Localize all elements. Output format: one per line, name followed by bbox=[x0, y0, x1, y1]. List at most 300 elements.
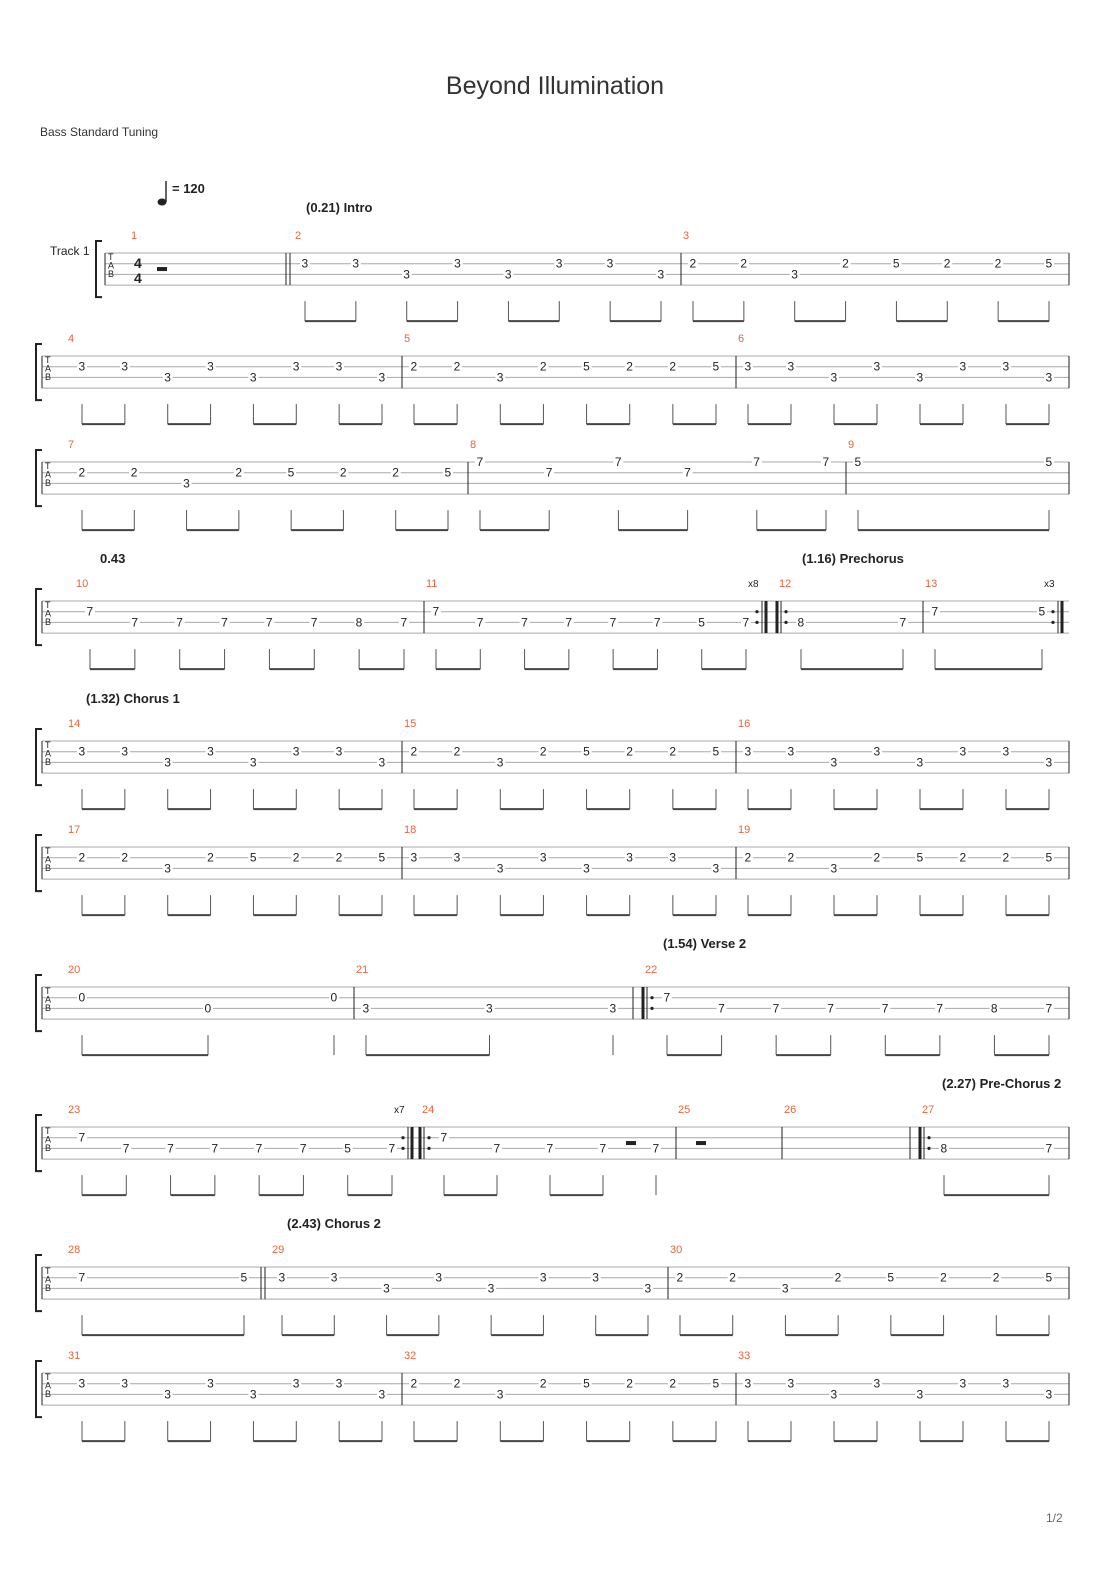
fret-number: 3 bbox=[787, 744, 795, 759]
fret-number: 5 bbox=[712, 1376, 720, 1391]
tab-clef-letter: A bbox=[45, 1274, 52, 1285]
fret-number: 7 bbox=[211, 1141, 219, 1156]
fret-number: 8 bbox=[940, 1141, 948, 1156]
fret-number: 3 bbox=[959, 1376, 967, 1391]
measure-number: 12 bbox=[779, 578, 792, 590]
measure-number: 14 bbox=[68, 718, 81, 730]
fret-number: 5 bbox=[1045, 256, 1053, 271]
fret-number: 7 bbox=[221, 615, 228, 630]
fret-number: 7 bbox=[822, 455, 830, 469]
fret-number: 2 bbox=[626, 359, 633, 374]
tab-clef-letter: A bbox=[45, 1134, 52, 1145]
section-label: (2.27) Pre-Chorus 2 bbox=[942, 1076, 1062, 1091]
fret-number: 7 bbox=[545, 465, 553, 480]
fret-number: 3 bbox=[504, 267, 512, 282]
fret-number: 3 bbox=[830, 370, 838, 385]
fret-number: 3 bbox=[496, 1387, 504, 1402]
fret-number: 2 bbox=[392, 465, 399, 480]
fret-number: 8 bbox=[990, 1001, 998, 1016]
repeat-dot bbox=[784, 610, 787, 613]
system-bracket bbox=[36, 729, 42, 785]
fret-number: 2 bbox=[994, 256, 1002, 271]
system-bracket bbox=[36, 1361, 42, 1417]
fret-number: 3 bbox=[781, 1281, 789, 1296]
fret-number: 3 bbox=[916, 370, 924, 385]
fret-number: 7 bbox=[899, 615, 907, 630]
fret-number: 7 bbox=[167, 1141, 174, 1156]
fret-number: 3 bbox=[249, 370, 257, 385]
measure-number: 18 bbox=[404, 824, 417, 836]
fret-number: 2 bbox=[539, 1376, 547, 1391]
fret-number: 3 bbox=[383, 1281, 390, 1296]
fret-number: 2 bbox=[539, 744, 547, 759]
fret-number: 3 bbox=[626, 850, 633, 865]
fret-number: 2 bbox=[744, 850, 752, 865]
fret-number: 5 bbox=[892, 256, 900, 271]
track-label: Track 1 bbox=[50, 244, 90, 258]
song-title: Beyond Illumination bbox=[445, 72, 665, 100]
fret-number: 7 bbox=[565, 615, 573, 630]
tab-clef-letter: A bbox=[45, 608, 52, 619]
system-bracket bbox=[36, 589, 42, 645]
fret-number: 3 bbox=[496, 755, 504, 770]
tab-clef-letter: A bbox=[45, 748, 52, 759]
fret-number: 2 bbox=[453, 359, 461, 374]
fret-number: 2 bbox=[740, 256, 748, 271]
fret-number: 2 bbox=[842, 256, 849, 271]
fret-number: 3 bbox=[292, 744, 300, 759]
fret-number: 2 bbox=[940, 1270, 947, 1285]
fret-number: 2 bbox=[729, 1270, 736, 1285]
tab-clef-letter: T bbox=[108, 252, 114, 262]
repeat-dot bbox=[401, 1136, 404, 1139]
measure-number: 28 bbox=[68, 1244, 81, 1256]
fret-number: 3 bbox=[454, 256, 461, 271]
tab-clef-letter: A bbox=[45, 363, 52, 374]
fret-number: 7 bbox=[299, 1141, 307, 1156]
fret-number: 7 bbox=[432, 604, 440, 619]
fret-number: 3 bbox=[121, 744, 129, 759]
fret-number: 2 bbox=[410, 359, 418, 374]
fret-number: 5 bbox=[712, 744, 720, 759]
fret-number: 7 bbox=[122, 1141, 130, 1156]
fret-number: 5 bbox=[249, 850, 257, 865]
fret-number: 3 bbox=[335, 744, 343, 759]
fret-number: 3 bbox=[207, 1376, 214, 1391]
fret-number: 7 bbox=[609, 615, 617, 630]
fret-number: 3 bbox=[121, 359, 129, 374]
fret-number: 2 bbox=[78, 465, 86, 480]
fret-number: 3 bbox=[830, 755, 838, 770]
fret-number: 3 bbox=[403, 267, 410, 282]
measure-number: 6 bbox=[738, 333, 745, 345]
fret-number: 3 bbox=[278, 1270, 286, 1285]
tuning-label: Bass Standard Tuning bbox=[40, 125, 159, 139]
fret-number: 7 bbox=[476, 615, 484, 630]
fret-number: 3 bbox=[787, 359, 795, 374]
system-bracket bbox=[36, 1255, 42, 1311]
repeat-count: x7 bbox=[394, 1105, 405, 1116]
measure-number: 29 bbox=[272, 1244, 285, 1256]
measure-number: 33 bbox=[738, 1350, 751, 1362]
tab-clef-letter: A bbox=[45, 854, 52, 865]
fret-number: 7 bbox=[936, 1001, 944, 1016]
fret-number: 3 bbox=[207, 359, 214, 374]
fret-number: 3 bbox=[830, 861, 838, 876]
measure-number: 25 bbox=[678, 1104, 691, 1116]
fret-number: 7 bbox=[310, 615, 318, 630]
measure-number: 10 bbox=[76, 578, 89, 590]
fret-number: 3 bbox=[1002, 1376, 1010, 1391]
fret-number: 3 bbox=[873, 744, 881, 759]
tempo-marking: = 120 bbox=[172, 181, 205, 196]
fret-number: 3 bbox=[657, 267, 665, 282]
measure-number: 7 bbox=[68, 439, 75, 451]
fret-number: 3 bbox=[592, 1270, 599, 1285]
fret-number: 3 bbox=[669, 850, 677, 865]
measure-number: 3 bbox=[683, 230, 690, 242]
measure-number: 16 bbox=[738, 718, 751, 730]
fret-number: 7 bbox=[1045, 1001, 1053, 1016]
fret-number: 3 bbox=[959, 359, 967, 374]
fret-number: 3 bbox=[78, 359, 86, 374]
half-rest bbox=[626, 1141, 636, 1145]
repeat-dot bbox=[427, 1136, 430, 1139]
fret-number: 7 bbox=[493, 1141, 501, 1156]
repeat-dot bbox=[755, 621, 758, 624]
fret-number: 2 bbox=[787, 850, 795, 865]
measure-number: 30 bbox=[670, 1244, 683, 1256]
fret-number: 2 bbox=[78, 850, 86, 865]
fret-number: 3 bbox=[453, 850, 461, 865]
fret-number: 2 bbox=[235, 465, 243, 480]
time-signature-top: 4 bbox=[134, 255, 142, 271]
system-bracket bbox=[36, 344, 42, 400]
fret-number: 7 bbox=[78, 1130, 86, 1145]
fret-number: 0 bbox=[330, 990, 338, 1005]
fret-number: 5 bbox=[1045, 850, 1053, 865]
fret-number: 7 bbox=[388, 1141, 396, 1156]
tab-clef-letter: B bbox=[45, 1283, 52, 1293]
fret-number: 5 bbox=[444, 465, 452, 480]
fret-number: 5 bbox=[583, 359, 590, 374]
tab-clef-letter: B bbox=[45, 478, 52, 488]
fret-number: 2 bbox=[292, 850, 300, 865]
measure-number: 15 bbox=[404, 718, 417, 730]
measure-number: 26 bbox=[784, 1104, 797, 1116]
fret-number: 3 bbox=[378, 755, 386, 770]
system-bracket bbox=[36, 450, 42, 506]
tab-clef-letter: T bbox=[45, 846, 51, 856]
fret-number: 2 bbox=[453, 744, 461, 759]
fret-number: 2 bbox=[207, 850, 214, 865]
fret-number: 3 bbox=[1045, 370, 1053, 385]
fret-number: 3 bbox=[410, 850, 418, 865]
fret-number: 5 bbox=[1045, 1270, 1053, 1285]
fret-number: 3 bbox=[791, 267, 798, 282]
fret-number: 3 bbox=[378, 370, 386, 385]
fret-number: 7 bbox=[176, 615, 183, 630]
fret-number: 3 bbox=[916, 755, 924, 770]
fret-number: 2 bbox=[626, 1376, 633, 1391]
measure-number: 24 bbox=[422, 1104, 435, 1116]
fret-number: 3 bbox=[335, 359, 343, 374]
tab-clef-letter: A bbox=[45, 469, 52, 480]
fret-number: 3 bbox=[164, 755, 171, 770]
fret-number: 3 bbox=[873, 359, 881, 374]
repeat-count: x8 bbox=[748, 579, 759, 590]
fret-number: 3 bbox=[435, 1270, 443, 1285]
measure-number: 13 bbox=[925, 578, 938, 590]
measure-number: 1 bbox=[131, 230, 138, 242]
tab-clef-letter: T bbox=[45, 1372, 51, 1382]
measure-number: 20 bbox=[68, 964, 81, 976]
fret-number: 5 bbox=[378, 850, 386, 865]
fret-number: 3 bbox=[712, 861, 720, 876]
fret-number: 7 bbox=[265, 615, 273, 630]
measure-number: 8 bbox=[470, 439, 477, 451]
fret-number: 2 bbox=[453, 1376, 461, 1391]
fret-number: 3 bbox=[164, 861, 171, 876]
system-bracket bbox=[36, 975, 42, 1031]
half-rest bbox=[696, 1141, 706, 1145]
system-bracket bbox=[36, 1115, 42, 1171]
section-label: (2.43) Chorus 2 bbox=[287, 1216, 381, 1231]
fret-number: 3 bbox=[744, 744, 752, 759]
repeat-dot bbox=[755, 610, 758, 613]
fret-number: 5 bbox=[1038, 604, 1046, 619]
fret-number: 2 bbox=[130, 465, 138, 480]
quarter-note-icon bbox=[158, 199, 167, 206]
measure-number: 22 bbox=[645, 964, 658, 976]
repeat-dot bbox=[650, 996, 653, 999]
fret-number: 7 bbox=[546, 1141, 554, 1156]
fret-number: 3 bbox=[606, 256, 614, 271]
fret-number: 0 bbox=[78, 990, 86, 1005]
fret-number: 7 bbox=[255, 1141, 263, 1156]
fret-number: 5 bbox=[887, 1270, 895, 1285]
measure-number: 23 bbox=[68, 1104, 81, 1116]
measure-number: 11 bbox=[426, 578, 438, 590]
fret-number: 3 bbox=[249, 1387, 257, 1402]
section-label: (1.54) Verse 2 bbox=[663, 936, 747, 951]
fret-number: 5 bbox=[583, 1376, 590, 1391]
fret-number: 3 bbox=[555, 256, 563, 271]
measure-number: 17 bbox=[68, 824, 81, 836]
tab-clef-letter: B bbox=[45, 757, 52, 767]
fret-number: 3 bbox=[207, 744, 214, 759]
fret-number: 2 bbox=[1002, 850, 1010, 865]
tab-clef-letter: B bbox=[45, 617, 52, 627]
fret-number: 5 bbox=[854, 455, 862, 469]
tab-clef-letter: B bbox=[45, 863, 52, 873]
fret-number: 7 bbox=[718, 1001, 725, 1016]
tab-clef-letter: B bbox=[45, 1143, 52, 1153]
measure-number: 32 bbox=[404, 1350, 417, 1362]
fret-number: 2 bbox=[689, 256, 697, 271]
tab-clef-letter: T bbox=[45, 740, 51, 750]
fret-number: 3 bbox=[487, 1281, 495, 1296]
fret-number: 3 bbox=[164, 370, 171, 385]
fret-number: 5 bbox=[916, 850, 924, 865]
tab-clef-letter: T bbox=[45, 1126, 51, 1136]
fret-number: 0 bbox=[204, 1001, 212, 1016]
fret-number: 5 bbox=[583, 744, 590, 759]
measure-number: 19 bbox=[738, 824, 751, 836]
tab-clef-letter: B bbox=[108, 269, 115, 279]
repeat-dot bbox=[1051, 621, 1054, 624]
section-label: (1.32) Chorus 1 bbox=[86, 691, 180, 706]
system-bracket bbox=[36, 835, 42, 891]
fret-number: 2 bbox=[539, 359, 547, 374]
tab-clef-letter: B bbox=[45, 1389, 52, 1399]
half-rest bbox=[157, 267, 167, 271]
fret-number: 7 bbox=[599, 1141, 607, 1156]
fret-number: 3 bbox=[486, 1001, 493, 1016]
measure-number: 27 bbox=[922, 1104, 935, 1116]
tab-clef-letter: B bbox=[45, 1003, 52, 1013]
fret-number: 7 bbox=[827, 1001, 834, 1016]
fret-number: 7 bbox=[881, 1001, 889, 1016]
fret-number: 2 bbox=[339, 465, 347, 480]
fret-number: 3 bbox=[378, 1387, 386, 1402]
repeat-dot bbox=[401, 1147, 404, 1150]
tab-clef-letter: A bbox=[45, 994, 52, 1005]
fret-number: 3 bbox=[292, 359, 300, 374]
fret-number: 3 bbox=[496, 370, 504, 385]
fret-number: 7 bbox=[753, 455, 760, 469]
fret-number: 3 bbox=[164, 1387, 171, 1402]
system-bracket bbox=[96, 241, 102, 297]
fret-number: 3 bbox=[335, 1376, 343, 1391]
fret-number: 5 bbox=[344, 1141, 351, 1156]
fret-number: 3 bbox=[1002, 359, 1010, 374]
fret-number: 3 bbox=[787, 1376, 795, 1391]
measure-number: 9 bbox=[848, 439, 855, 451]
tab-clef-letter: T bbox=[45, 355, 51, 365]
fret-number: 5 bbox=[698, 615, 705, 630]
fret-number: 3 bbox=[292, 1376, 300, 1391]
fret-number: 3 bbox=[183, 476, 190, 491]
fret-number: 7 bbox=[684, 465, 691, 480]
fret-number: 2 bbox=[626, 744, 633, 759]
fret-number: 3 bbox=[744, 359, 752, 374]
fret-number: 2 bbox=[873, 850, 881, 865]
fret-number: 3 bbox=[330, 1270, 338, 1285]
repeat-dot bbox=[650, 1007, 653, 1010]
fret-number: 2 bbox=[834, 1270, 842, 1285]
tab-clef-letter: T bbox=[45, 1266, 51, 1276]
fret-number: 8 bbox=[797, 615, 805, 630]
fret-number: 3 bbox=[78, 1376, 86, 1391]
fret-number: 7 bbox=[476, 455, 484, 469]
fret-number: 8 bbox=[355, 615, 363, 630]
tab-clef-letter: T bbox=[45, 461, 51, 471]
fret-number: 3 bbox=[362, 1001, 370, 1016]
repeat-dot bbox=[927, 1147, 930, 1150]
repeat-dot bbox=[427, 1147, 430, 1150]
fret-number: 3 bbox=[352, 256, 360, 271]
fret-number: 2 bbox=[669, 1376, 677, 1391]
fret-number: 7 bbox=[931, 604, 939, 619]
fret-number: 7 bbox=[614, 455, 622, 469]
section-label: (1.16) Prechorus bbox=[802, 551, 904, 566]
fret-number: 3 bbox=[744, 1376, 752, 1391]
measure-number: 4 bbox=[68, 333, 75, 345]
fret-number: 3 bbox=[301, 256, 309, 271]
fret-number: 7 bbox=[772, 1001, 780, 1016]
tab-clef-letter: A bbox=[45, 1380, 52, 1391]
fret-number: 3 bbox=[609, 1001, 617, 1016]
fret-number: 7 bbox=[653, 615, 661, 630]
fret-number: 5 bbox=[1045, 455, 1053, 469]
fret-number: 5 bbox=[712, 359, 720, 374]
measure-number: 2 bbox=[295, 230, 302, 242]
fret-number: 2 bbox=[335, 850, 343, 865]
fret-number: 7 bbox=[78, 1270, 86, 1285]
repeat-dot bbox=[927, 1136, 930, 1139]
tab-clef-letter: B bbox=[45, 372, 52, 382]
page-number: 1/2 bbox=[1046, 1511, 1063, 1525]
fret-number: 7 bbox=[521, 615, 528, 630]
repeat-dot bbox=[1051, 610, 1054, 613]
fret-number: 3 bbox=[1002, 744, 1010, 759]
fret-number: 3 bbox=[583, 861, 590, 876]
fret-number: 7 bbox=[86, 604, 94, 619]
measure-number: 5 bbox=[404, 333, 411, 345]
fret-number: 2 bbox=[676, 1270, 684, 1285]
fret-number: 3 bbox=[873, 1376, 881, 1391]
repeat-dot bbox=[784, 621, 787, 624]
fret-number: 3 bbox=[1045, 1387, 1053, 1402]
fret-number: 2 bbox=[959, 850, 967, 865]
fret-number: 7 bbox=[652, 1141, 660, 1156]
fret-number: 3 bbox=[78, 744, 86, 759]
time-signature-bottom: 4 bbox=[134, 270, 142, 286]
fret-number: 2 bbox=[992, 1270, 1000, 1285]
fret-number: 7 bbox=[663, 990, 671, 1005]
fret-number: 7 bbox=[400, 615, 408, 630]
fret-number: 7 bbox=[440, 1130, 448, 1145]
fret-number: 2 bbox=[410, 1376, 418, 1391]
fret-number: 2 bbox=[943, 256, 951, 271]
fret-number: 2 bbox=[669, 744, 677, 759]
measure-number: 31 bbox=[68, 1350, 81, 1362]
fret-number: 5 bbox=[287, 465, 295, 480]
fret-number: 3 bbox=[830, 1387, 838, 1402]
tab-clef-letter: A bbox=[108, 260, 115, 271]
fret-number: 3 bbox=[539, 850, 547, 865]
fret-number: 3 bbox=[1045, 755, 1053, 770]
fret-number: 3 bbox=[496, 861, 504, 876]
fret-number: 2 bbox=[410, 744, 418, 759]
fret-number: 7 bbox=[131, 615, 139, 630]
fret-number: 7 bbox=[1045, 1141, 1053, 1156]
fret-number: 3 bbox=[121, 1376, 129, 1391]
fret-number: 3 bbox=[249, 755, 257, 770]
fret-number: 3 bbox=[644, 1281, 652, 1296]
tab-clef-letter: T bbox=[45, 986, 51, 996]
fret-number: 2 bbox=[121, 850, 129, 865]
repeat-count: x3 bbox=[1044, 579, 1055, 590]
tab-clef-letter: T bbox=[45, 600, 51, 610]
fret-number: 3 bbox=[539, 1270, 547, 1285]
fret-number: 7 bbox=[742, 615, 750, 630]
fret-number: 2 bbox=[669, 359, 677, 374]
measure-number: 21 bbox=[356, 964, 369, 976]
fret-number: 3 bbox=[959, 744, 967, 759]
section-label: 0.43 bbox=[100, 551, 126, 566]
